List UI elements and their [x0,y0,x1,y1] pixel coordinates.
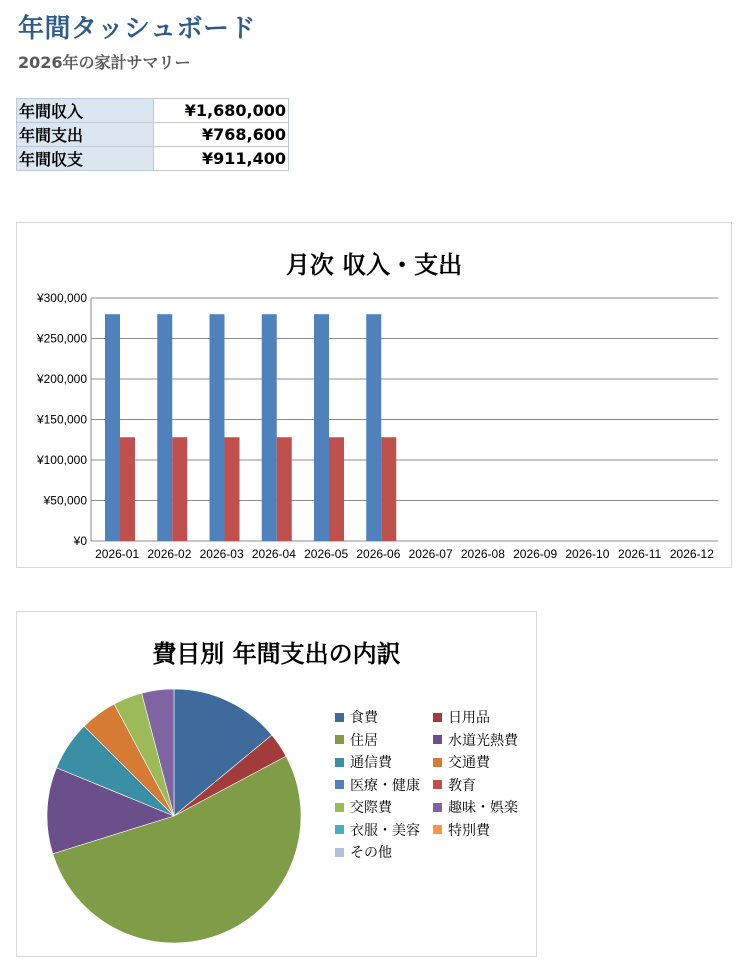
legend-swatch [433,803,442,812]
summary-value: ¥911,400 [154,147,289,171]
bar [366,314,381,541]
bar [120,437,135,541]
legend-item [335,842,392,862]
legend-swatch [335,758,344,767]
bar [381,437,396,541]
legend-label: その他 [350,845,392,861]
x-tick-label: 2026-08 [460,547,505,561]
x-tick-label: 2026-04 [251,547,296,561]
summary-row-income [17,99,289,123]
legend-label: 交際費 [350,800,392,816]
legend-item [335,775,420,795]
legend-item [335,752,392,772]
legend-swatch [433,713,442,722]
legend-swatch [335,848,344,857]
legend-swatch [433,780,442,789]
monthly-chart-title: 月次 収入・支出 [285,251,463,279]
y-tick-label: ¥300,000 [36,291,87,305]
legend-swatch [335,713,344,722]
legend-item [433,820,490,840]
summary-label: 年間収支 [17,147,154,171]
legend-item [433,797,518,817]
legend-item [335,707,378,727]
legend-label: 衣服・美容 [350,822,420,839]
legend-label: 特別費 [448,822,490,839]
legend-swatch [335,780,344,789]
y-tick-label: ¥250,000 [36,331,87,346]
legend-item [433,707,490,727]
y-tick-label: ¥50,000 [43,493,87,508]
legend-label: 住居 [350,732,378,749]
legend-label: 趣味・娯楽 [448,800,518,816]
bar [225,437,240,541]
dashboard-subtitle: 2026年の家計サマリー [18,53,191,72]
legend-item [433,775,476,795]
legend-swatch [433,735,442,744]
legend-item [335,730,378,750]
bar [172,437,187,541]
legend-item [433,730,518,750]
x-tick-label: 2026-11 [618,547,662,561]
legend-label: 水道光熱費 [448,732,518,749]
summary-value: ¥1,680,000 [154,99,289,123]
category-chart-title: 費目別 年間支出の内訳 [152,640,401,668]
summary-label: 年間収入 [17,99,154,123]
legend-swatch [433,758,442,767]
legend-item [335,820,420,840]
legend-label: 日用品 [448,710,490,726]
y-tick-label: ¥100,000 [36,453,87,467]
legend-item [433,752,490,772]
monthly-bar-chart [17,223,731,567]
legend-label: 交通費 [448,755,490,771]
y-tick-label: ¥150,000 [36,412,87,427]
summary-value: ¥768,600 [154,123,289,147]
x-tick-label: 2026-09 [513,547,558,561]
bar [105,314,120,541]
dashboard-title: 年間タッシュボード [18,14,256,44]
x-tick-label: 2026-10 [565,547,610,561]
legend-label: 教育 [448,777,476,794]
x-tick-label: 2026-05 [304,547,349,561]
x-tick-label: 2026-03 [199,547,244,561]
legend-swatch [335,803,344,812]
bar [277,437,292,541]
x-tick-label: 2026-06 [356,547,401,561]
legend-label: 食費 [350,710,378,726]
category-chart-panel [16,611,537,957]
legend-item [335,797,392,817]
legend-label: 通信費 [350,755,392,771]
summary-row-expense [17,123,289,147]
x-tick-label: 2026-12 [669,547,714,561]
summary-table [16,98,289,171]
summary-row-balance [17,147,289,171]
y-tick-label: ¥0 [73,534,87,548]
bar [314,314,329,541]
legend-swatch [335,825,344,834]
summary-label: 年間支出 [17,123,154,147]
x-tick-label: 2026-02 [147,547,192,561]
bar [157,314,172,541]
legend-swatch [433,825,442,834]
bar [210,314,225,541]
legend-swatch [335,735,344,744]
bar [329,437,344,541]
legend-label: 医療・健康 [350,777,420,794]
x-tick-label: 2026-01 [95,547,140,561]
bar [262,314,277,541]
x-tick-label: 2026-07 [408,547,453,561]
monthly-chart-panel [16,222,732,568]
y-tick-label: ¥200,000 [36,372,87,386]
